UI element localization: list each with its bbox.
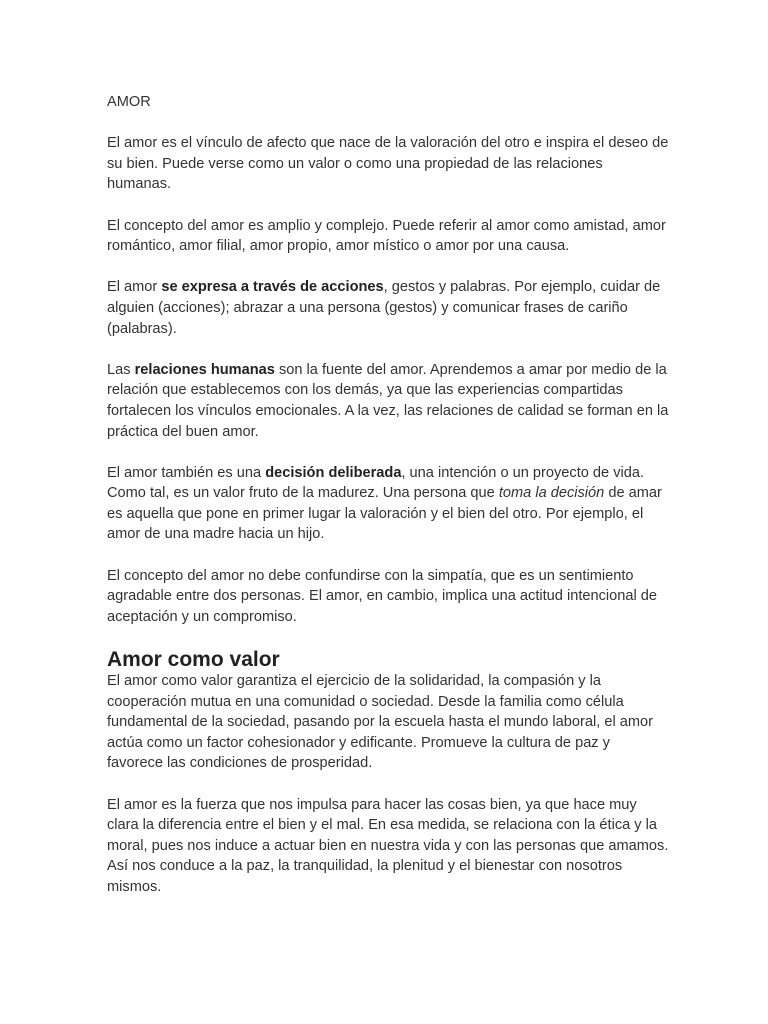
bold-phrase: decisión deliberada bbox=[265, 464, 402, 481]
paragraph-definition: El amor es el vínculo de afecto que nace de la valoración del otro e inspira el deseo de su bien. Puede verse como un valor o como una propiedad de las relaciones humanas. bbox=[107, 135, 669, 193]
paragraph-concept: El concepto del amor es amplio y complejo. Puede referir al amor como amistad, amor romántico, amor filial, amor propio, amor místico o amor por una causa. bbox=[107, 217, 666, 255]
paragraph-decision bbox=[107, 463, 669, 545]
paragraph-human-relations bbox=[107, 360, 669, 442]
text-span: El amor bbox=[107, 279, 162, 296]
text-span: son la fuente del amor. Aprendemos a amar por medio de la relación que establecemos con los demás, ya que las experiencias compartidas fortalecen los vínculos emocionales. A la vez, las relaciones de calidad se forman en la práctica del buen amor. bbox=[107, 361, 669, 440]
paragraph-sympathy: El concepto del amor no debe confundirse con la simpatía, que es un sentimiento agradable entre dos personas. El amor, en cambio, implica una actitud intencional de aceptación y un compromiso. bbox=[107, 567, 658, 625]
text-span: , gestos y palabras. Por ejemplo, cuidar de alguien (acciones); abrazar a una persona (gestos) y comunicar frases de cariño (palabras). bbox=[107, 279, 661, 337]
document-page bbox=[107, 90, 669, 918]
bold-phrase: se expresa a través de acciones bbox=[161, 279, 384, 296]
section-heading: Amor como valor bbox=[107, 648, 280, 672]
document-title: AMOR bbox=[107, 94, 151, 110]
text-span: de amar es aquella que pone en primer lugar la valoración y el bien del otro. Por ejemplo, el amor de una madre hacia un hijo. bbox=[107, 485, 662, 543]
bold-phrase: relaciones humanas bbox=[134, 361, 275, 378]
paragraph-force: El amor es la fuerza que nos impulsa para hacer las cosas bien, ya que hace muy clara la diferencia entre el bien y el mal. En esa medida, se relaciona con la ética y la moral, pues nos induce a actuar bien en nuestra vida y con las personas que amamos. Así nos conduce a la paz, la tranquilidad, la plenitud y el bienestar con nosotros mismos. bbox=[107, 796, 669, 895]
paragraph-value: El amor como valor garantiza el ejercicio de la solidaridad, la compasión y la cooperación mutua en una comunidad o sociedad. Desde la familia como célula fundamental de la sociedad, pasando por la escuela hasta el mundo laboral, el amor actúa como un factor cohesionador y edificante. Promueve la cultura de paz y favorece las condiciones de prosperidad. bbox=[107, 673, 653, 772]
text-span: Las bbox=[107, 361, 135, 378]
paragraph-expression bbox=[107, 277, 669, 339]
text-span: El amor también es una bbox=[107, 464, 266, 481]
text-span: , una intención o un proyecto de vida. Como tal, es un valor fruto de la madurez. Una persona que bbox=[107, 464, 645, 502]
italic-phrase: toma la decisión bbox=[498, 485, 605, 502]
